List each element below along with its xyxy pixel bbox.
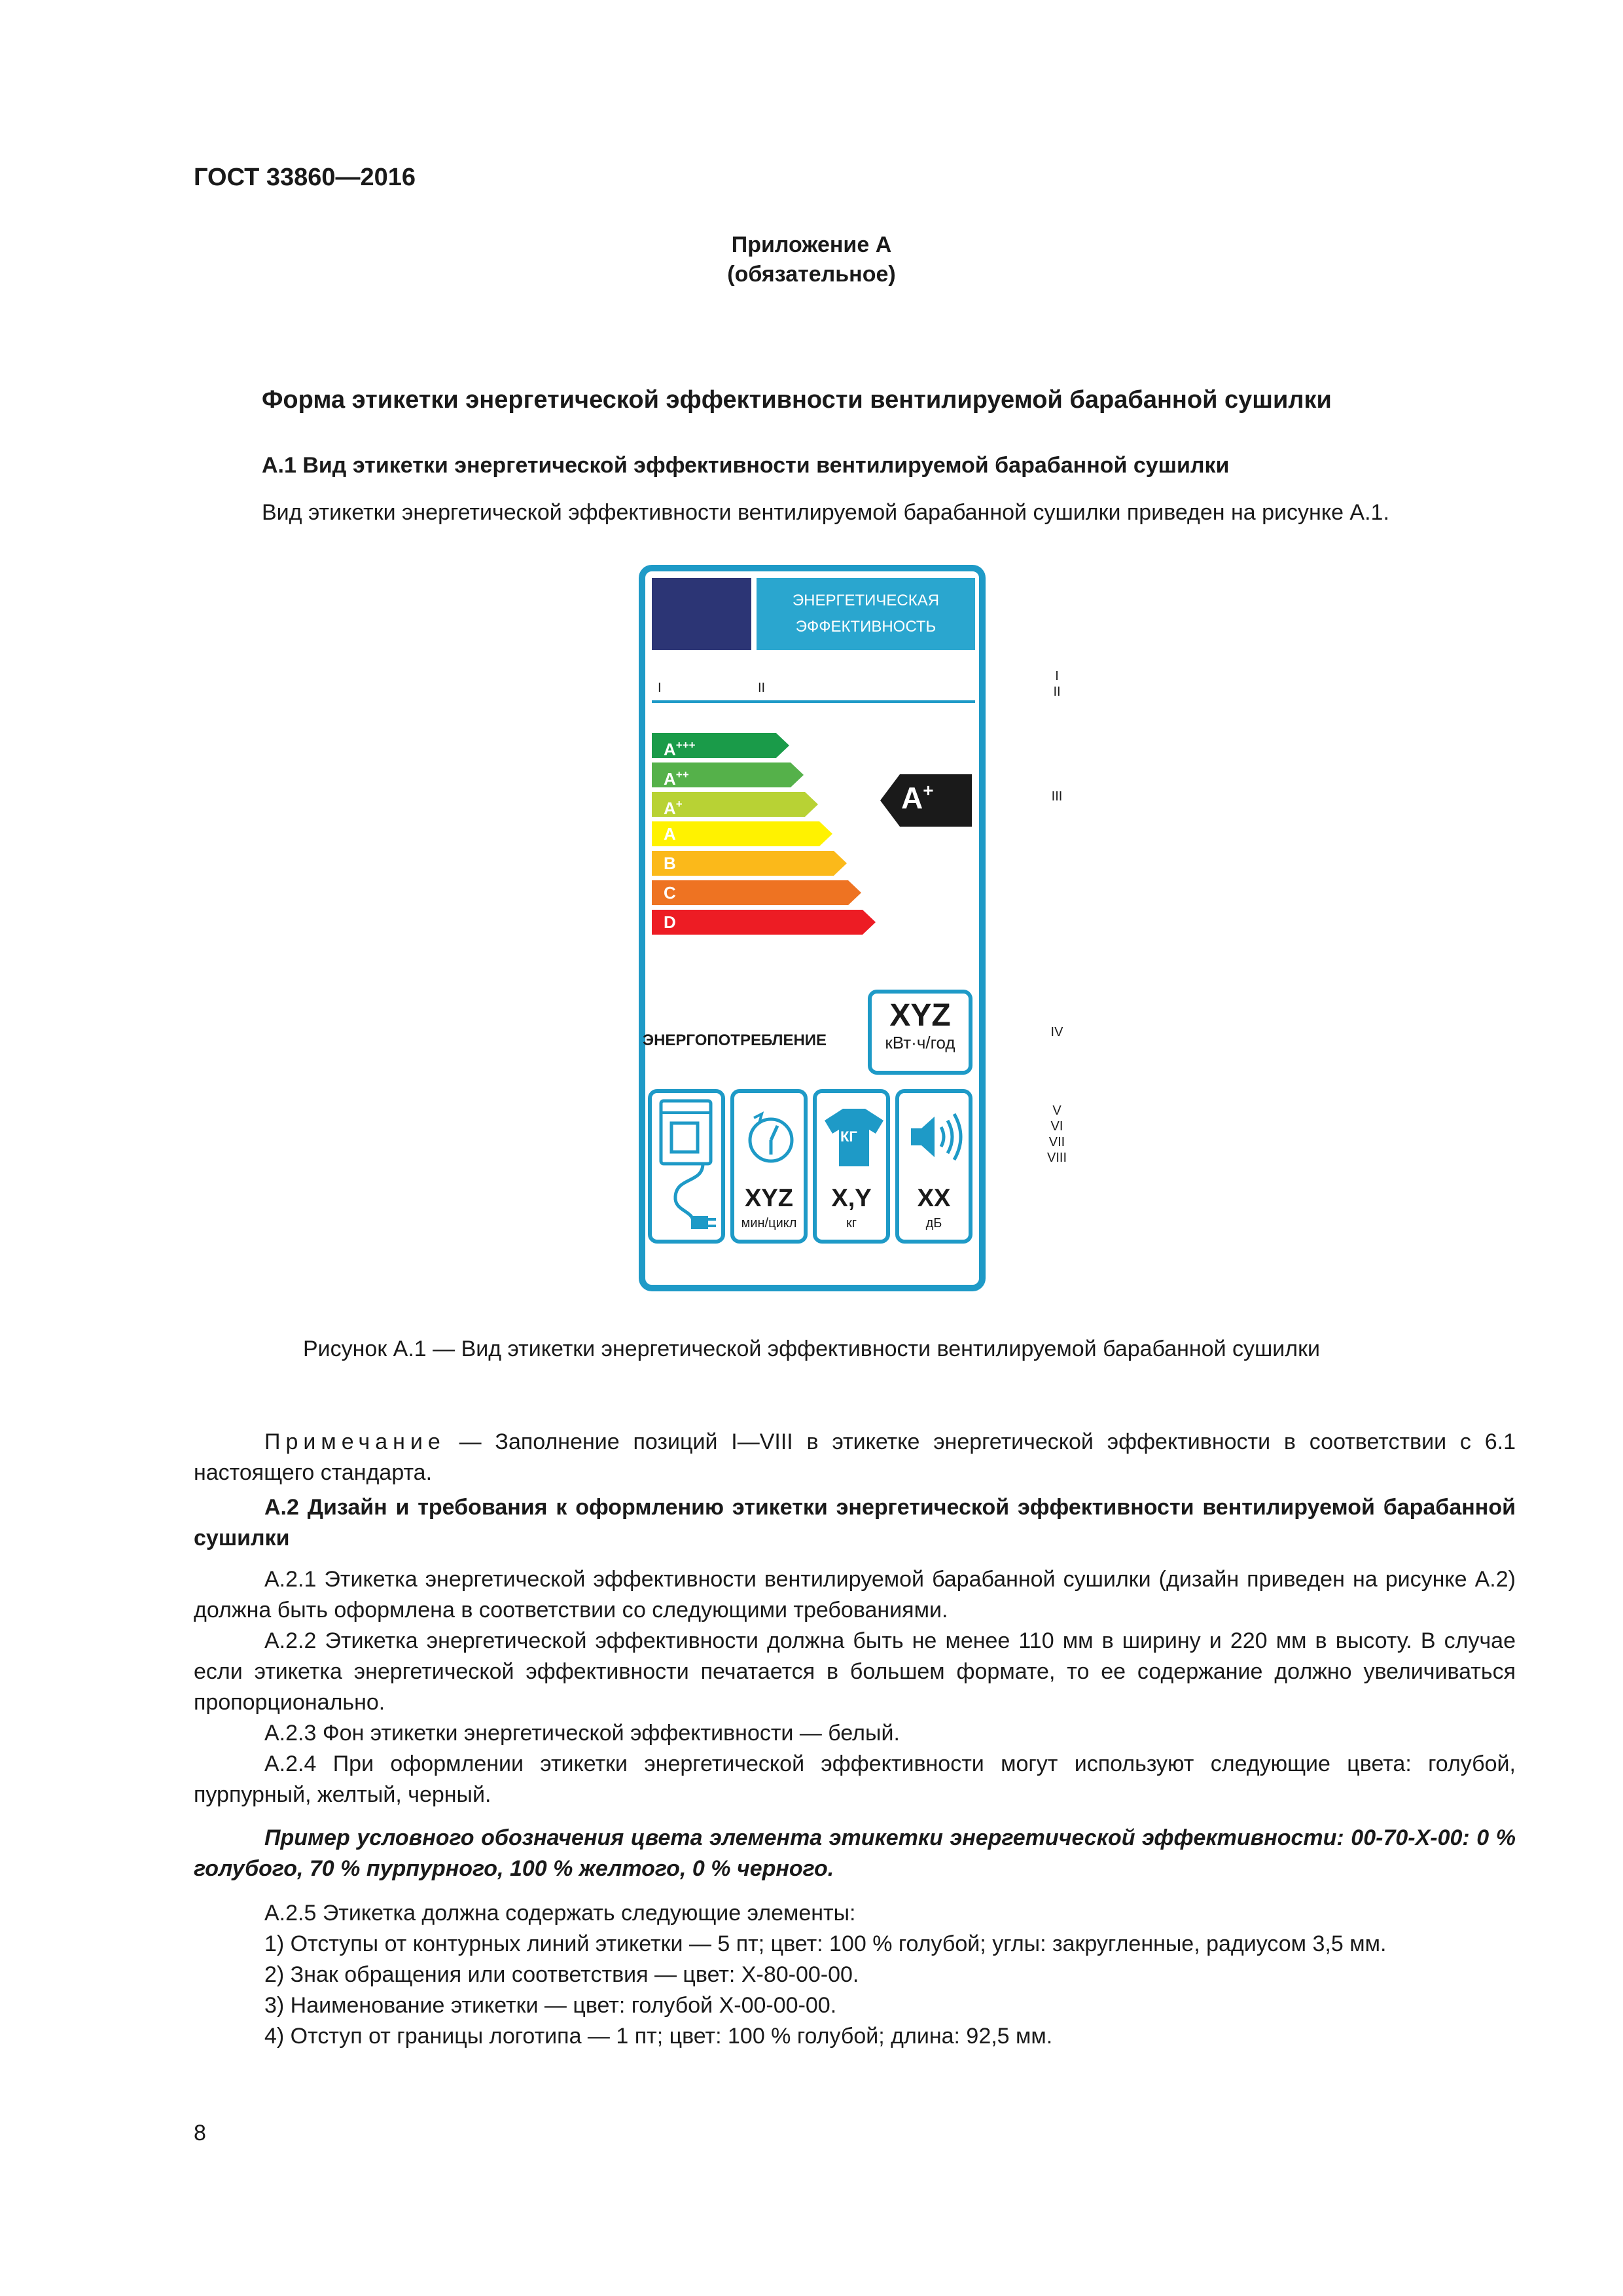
list-item: 3) Наименование этикетки — цвет: голубой Х-00-00-00. <box>264 1993 837 2018</box>
list-item: 1) Отступы от контурных линий этикетки — 5 пт; цвет: 100 % голубой; углы: закругленные, радиусом 3,5 мм. <box>264 1931 1387 1956</box>
energy-class-bar <box>652 762 805 787</box>
page-number: 8 <box>194 2121 206 2145</box>
marker-vi: VI <box>1050 1119 1063 1134</box>
energy-class-bar <box>652 910 877 935</box>
energy-class-arrow <box>652 851 848 876</box>
rating-value: A+ <box>901 780 934 815</box>
energy-class-arrow <box>652 880 863 905</box>
timer-icon <box>746 1107 796 1166</box>
section-a1-heading: А.1 Вид этикетки энергетической эффективности вентилируемой барабанной сушилки <box>262 453 1230 478</box>
consumption-value: XYZ <box>889 998 951 1033</box>
appendix-title: Приложение А <box>731 232 892 257</box>
section-a1-text: Вид этикетки энергетической эффективности вентилируемой барабанной сушилки приведен на рисунке А.1. <box>262 500 1389 525</box>
energy-class-bar <box>652 733 791 758</box>
label-name-line2: ЭФФЕКТИВНОСТЬ <box>795 618 936 636</box>
noise-value: XX <box>917 1185 951 1212</box>
main-title: Форма этикетки энергетической эффективности вентилируемой барабанной сушилки <box>262 386 1332 414</box>
field-i-label: I <box>658 681 662 695</box>
marker-viii: VIII <box>1046 1151 1067 1165</box>
list-item: 4) Отступ от границы логотипа — 1 пт; цвет: 100 % голубой; длина: 92,5 мм. <box>264 2024 1053 2049</box>
cycle-time-panel <box>730 1089 808 1244</box>
energy-class-bar <box>652 851 848 876</box>
marker-v: V <box>1052 1103 1061 1118</box>
energy-class-bar <box>652 880 863 905</box>
section-a2-p5: А.2.5 Этикетка должна содержать следующие элементы: <box>264 1901 856 1926</box>
figure-caption: Рисунок А.1 — Вид этикетки энергетической эффективности вентилируемой барабанной сушилки <box>302 1336 1321 1361</box>
energy-class-bar <box>652 821 834 846</box>
label-name-box <box>757 578 975 650</box>
field-ii-label: II <box>758 681 766 695</box>
marker-iv: IV <box>1050 1025 1063 1039</box>
energy-class-arrow <box>652 910 877 935</box>
energy-class-bar <box>652 792 819 817</box>
energy-class-label: A+++ <box>664 739 696 759</box>
energy-class-arrow <box>652 821 834 846</box>
energy-class-label: D <box>664 912 676 932</box>
dryer-panel <box>648 1089 725 1244</box>
marker-iii: III <box>1051 789 1063 804</box>
cycle-time-unit: мин/цикл <box>741 1216 797 1230</box>
capacity-unit: кг <box>846 1216 857 1230</box>
capacity-value: X,Y <box>831 1185 872 1212</box>
section-a2-p4: А.2.4 При оформлении этикетки энергетической эффективности могут используют следующие цвета: голубой, пурпурный, желтый, черный. <box>194 1751 1516 1807</box>
consumption-box <box>868 990 972 1075</box>
color-example: Пример условного обозначения цвета элемента этикетки энергетической эффективности: 00-70-Х-00: 0 % голубого, 70 % пурпурного, 100 % желтого, 0 % черного. <box>194 1825 1516 1881</box>
note-paragraph <box>194 1427 1516 1488</box>
document-id: ГОСТ 33860—2016 <box>194 164 416 191</box>
energy-class-label: A+ <box>664 798 683 818</box>
noise-panel <box>895 1089 972 1244</box>
energy-class-label: A <box>664 824 676 844</box>
note-label: Примечание <box>264 1429 446 1454</box>
list-item: 2) Знак обращения или соответствия — цвет: Х-80-00-00. <box>264 1962 859 1987</box>
label-divider <box>652 700 975 703</box>
section-a2-p1: А.2.1 Этикетка энергетической эффективности вентилируемой барабанной сушилки (дизайн приведен на рисунке А.2) должна быть оформлена в соответствии со следующими требованиями. <box>194 1567 1516 1623</box>
section-a2-p3: А.2.3 Фон этикетки энергетической эффективности — белый. <box>264 1721 900 1746</box>
consumption-label: ЭНЕРГОПОТРЕБЛЕНИЕ <box>643 1031 827 1049</box>
logo-area <box>652 578 751 650</box>
consumption-unit: кВт·ч/год <box>885 1033 955 1052</box>
dryer-plug-icon <box>657 1098 717 1236</box>
energy-class-label: A++ <box>664 768 689 789</box>
section-a2-heading: А.2 Дизайн и требования к оформлению этикетки энергетической эффективности вентилируемой барабанной сушилки <box>194 1495 1516 1551</box>
note-text: — Заполнение позиций I—VIII в этикетке энергетической эффективности в соответствии с 6.1 настоящего стандарта. <box>194 1429 1516 1485</box>
marker-ii: II <box>1053 685 1061 699</box>
label-name-line1: ЭНЕРГЕТИЧЕСКАЯ <box>792 592 940 609</box>
marker-i: I <box>1055 669 1059 683</box>
cycle-time-value: XYZ <box>745 1185 793 1212</box>
marker-vii: VII <box>1048 1135 1065 1149</box>
capacity-badge: КГ <box>840 1128 857 1145</box>
appendix-status: (обязательное) <box>727 262 896 287</box>
speaker-icon <box>908 1107 965 1166</box>
section-a2-p2: А.2.2 Этикетка энергетической эффективности должна быть не менее 110 мм в ширину и 220 мм в высоту. В случае если этикетка энергетической эффективности печатается в большем формате, то ее содержание должно увеличиваться пропорционально. <box>194 1628 1516 1715</box>
energy-class-label: B <box>664 853 676 873</box>
noise-unit: дБ <box>925 1216 942 1230</box>
energy-class-label: C <box>664 883 676 903</box>
capacity-panel <box>813 1089 890 1244</box>
